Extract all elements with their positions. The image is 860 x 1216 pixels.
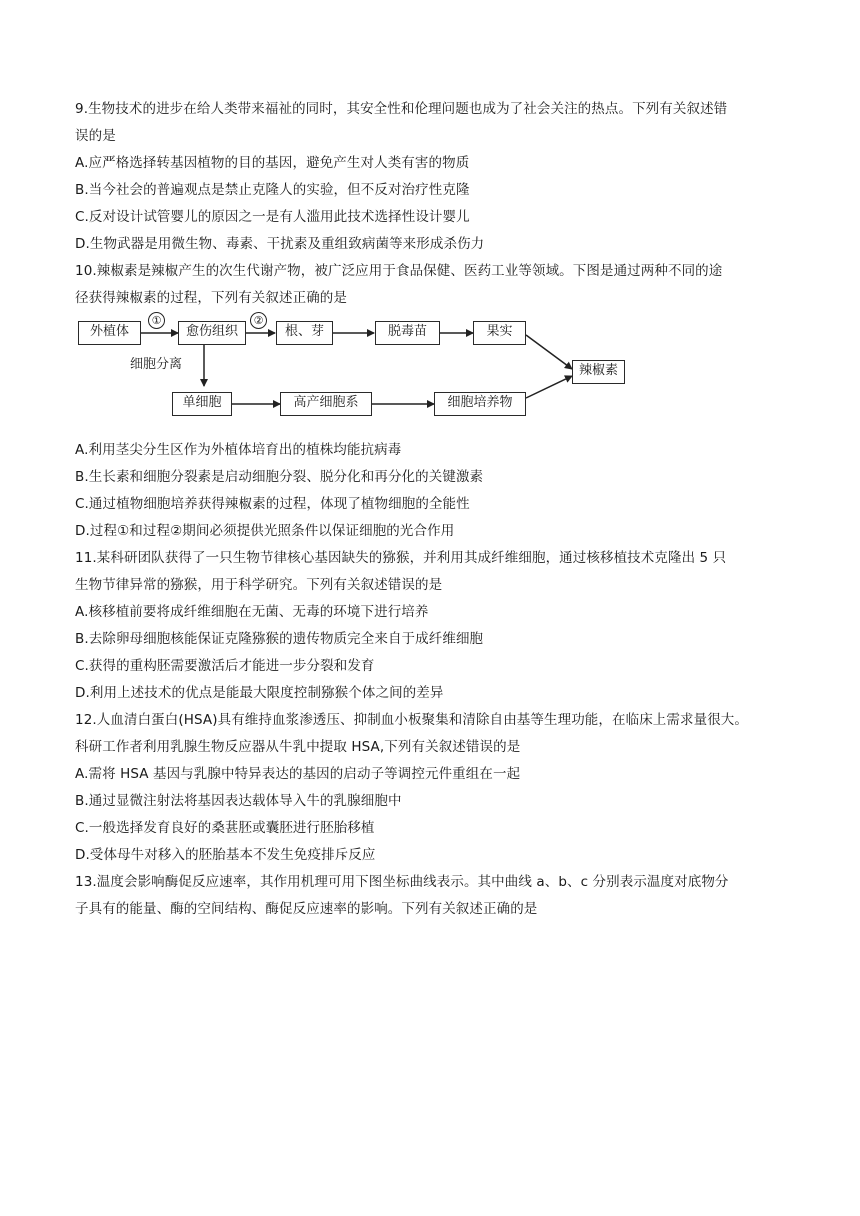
box-capsaicin: 辣椒素 [572, 360, 625, 384]
box-virus-free-seedling: 脱毒苗 [375, 321, 440, 345]
option-d: D.生物武器是用微生物、毒素、干扰素及重组致病菌等来形成杀伤力 [75, 236, 485, 252]
question-stem: 径获得辣椒素的过程，下列有关叙述正确的是 [75, 290, 347, 306]
capsaicin-flow-diagram [75, 312, 795, 437]
box-explant: 外植体 [78, 321, 141, 345]
question-stem: 9.生物技术的进步在给人类带来福祉的同时，其安全性和伦理问题也成为了社会关注的热点。下列有关叙述错 [75, 101, 728, 117]
label-cell-separation: 细胞分离 [130, 357, 183, 372]
question-stem: 13.温度会影响酶促反应速率，其作用机理可用下图坐标曲线表示。其中曲线 a、b、c 分别表示温度对底物分 [75, 874, 729, 890]
option-d: D.过程①和过程②期间必须提供光照条件以保证细胞的光合作用 [75, 523, 455, 539]
box-callus: 愈伤组织 [178, 321, 246, 345]
option-c: C.反对设计试管婴儿的原因之一是有人滥用此技术选择性设计婴儿 [75, 209, 470, 225]
box-high-yield-line: 高产细胞系 [280, 392, 372, 416]
option-c: C.一般选择发育良好的桑葚胚或囊胚进行胚胎移植 [75, 820, 375, 836]
arrow-culture-to-capsaicin [526, 376, 572, 398]
question-13 [75, 869, 795, 923]
option-b: B.去除卵母细胞核能保证克隆猕猴的遗传物质完全来自于成纤维细胞 [75, 631, 484, 647]
question-stem: 误的是 [75, 128, 116, 144]
question-12 [75, 707, 795, 869]
question-11 [75, 545, 795, 707]
option-b: B.生长素和细胞分裂素是启动细胞分裂、脱分化和再分化的关键激素 [75, 469, 484, 485]
box-single-cell: 单细胞 [172, 392, 232, 416]
option-a: A.需将 HSA 基因与乳腺中特异表达的基因的启动子等调控元件重组在一起 [75, 766, 521, 782]
question-stem: 11.某科研团队获得了一只生物节律核心基因缺失的猕猴，并利用其成纤维细胞，通过核移植技术克隆出 5 只 [75, 550, 727, 566]
option-a: A.利用茎尖分生区作为外植体培育出的植株均能抗病毒 [75, 442, 402, 458]
question-stem: 12.人血清白蛋白(HSA)具有维持血浆渗透压、抑制血小板聚集和清除自由基等生理功能，在临床上需求量很大。 [75, 712, 749, 728]
option-c: C.通过植物细胞培养获得辣椒素的过程，体现了植物细胞的全能性 [75, 496, 470, 512]
box-cell-culture: 细胞培养物 [434, 392, 526, 416]
question-10 [75, 258, 795, 545]
option-a: A.核移植前要将成纤维细胞在无菌、无毒的环境下进行培养 [75, 604, 429, 620]
option-c: C.获得的重构胚需要激活后才能进一步分裂和发育 [75, 658, 375, 674]
exam-page [75, 96, 795, 923]
question-stem: 子具有的能量、酶的空间结构、酶促反应速率的影响。下列有关叙述正确的是 [75, 901, 538, 917]
box-fruit: 果实 [473, 321, 526, 345]
option-d: D.受体母牛对移入的胚胎基本不发生免疫排斥反应 [75, 847, 376, 863]
option-b: B.当今社会的普遍观点是禁止克隆人的实验，但不反对治疗性克隆 [75, 182, 470, 198]
question-stem: 生物节律异常的猕猴，用于科学研究。下列有关叙述错误的是 [75, 577, 443, 593]
option-a: A.应严格选择转基因植物的目的基因，避免产生对人类有害的物质 [75, 155, 470, 171]
question-9 [75, 96, 795, 258]
step-1-marker: ① [148, 312, 165, 329]
box-root-bud: 根、芽 [276, 321, 333, 345]
option-b: B.通过显微注射法将基因表达载体导入牛的乳腺细胞中 [75, 793, 402, 809]
step-2-marker: ② [250, 312, 267, 329]
arrow-fruit-to-capsaicin [526, 335, 572, 369]
question-stem: 科研工作者利用乳腺生物反应器从牛乳中提取 HSA,下列有关叙述错误的是 [75, 739, 521, 755]
question-stem: 10.辣椒素是辣椒产生的次生代谢产物，被广泛应用于食品保健、医药工业等领域。下图是通过两种不同的途 [75, 263, 723, 279]
option-d: D.利用上述技术的优点是能最大限度控制猕猴个体之间的差异 [75, 685, 444, 701]
